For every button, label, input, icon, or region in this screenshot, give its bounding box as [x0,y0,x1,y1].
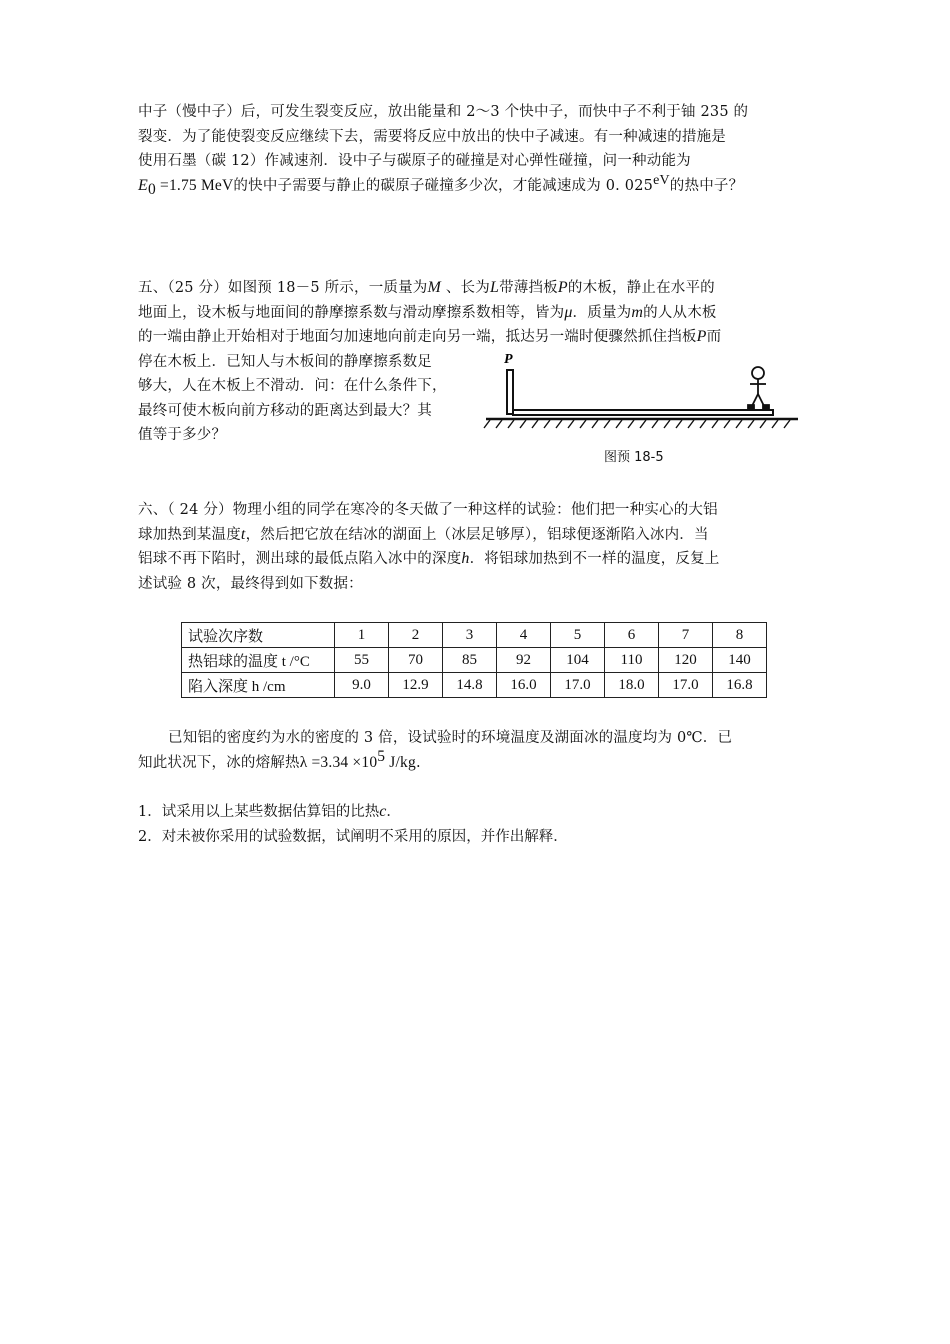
symbol-M: M [427,279,442,296]
q5-text-2: 带薄挡板 [499,280,558,296]
symbol-P-2: P [696,328,707,345]
table-cell: 16.8 [713,673,767,698]
q6-line-2a: 球加热到某温度 [138,526,241,543]
q5-float-line-3: 最终可使木板向前方移动的距离达到最大？其 [138,402,432,419]
table-cell: 85 [443,648,497,673]
q5-line-2a: 地面上，设木板与地面间的静摩擦系数与滑动摩擦系数相等，皆为 [138,304,565,321]
symbol-L: L [489,279,500,296]
given-data-paragraph [138,726,818,775]
table-cell: 5 [551,623,605,648]
person-figure [748,367,769,410]
q5-line-1 [138,276,818,301]
q5-float-line-1: 停在木板上．已知人与木板间的静摩擦系数足 [138,353,432,370]
q5-text-1: 、长为 [441,280,490,296]
q5-line-2b: ．质量为 [572,304,632,321]
formula-lambda-unit: J/kg [385,753,416,771]
intro-line-4-mid: 的快中子需要与静止的碳原子碰撞多少次，才能减速成为 0. 025 [233,177,654,194]
given-line-2b: . [415,754,421,771]
table-cell: 2 [389,623,443,648]
table-row-depth [182,673,767,698]
q6-line-4: 述试验 8 次，最终得到如下数据： [138,575,363,592]
table-cell: 1 [335,623,389,648]
sub-question-1-text: 1．试采用以上某些数据估算铝的比热 [138,804,380,820]
q5-line-3b: 而 [706,329,722,345]
row-label-temperature: 热铝球的温度 t /°C [182,648,335,673]
table-cell: 120 [659,648,713,673]
q5-float-line-4: 值等于多少？ [138,427,227,443]
symbol-t: t [240,525,246,543]
table-row-temperature [182,648,767,673]
q6-line-2 [138,523,818,548]
table-cell: 7 [659,623,713,648]
symbol-c: c [379,803,387,820]
ground-hatching [484,420,790,428]
formula-lambda: λ =3.34 ×10 [299,753,378,771]
sub-questions [138,800,568,849]
formula-lambda-exponent: 5 [377,747,386,765]
q5-line-3a: 的一端由静止开始相对于地面匀加速地向前走向另一端，抵达另一端时便骤然抓住挡板 [138,329,697,345]
figure-label-p: P [504,352,513,367]
q5-text-3: 的木板，静止在水平的 [567,280,715,296]
unit-ev: eV [653,172,670,188]
table-cell: 18.0 [605,673,659,698]
data-table [181,622,767,698]
sub-question-1 [138,800,568,825]
symbol-m: m [631,303,644,321]
plank [513,410,773,415]
table-cell: 4 [497,623,551,648]
table-cell: 92 [497,648,551,673]
q6-line-2b: ，然后把它放在结冰的湖面上（冰层足够厚），铝球便逐渐陷入冰内．当 [245,526,709,543]
formula-e0-symbol: E [138,176,148,194]
intro-line-2: 裂变．为了能使裂变反应继续下去，需要将反应中放出的快中子减速。有一种减速的措施是 [138,128,726,145]
table-cell: 3 [443,623,497,648]
q5-line-2c: 的人从木板 [643,304,717,321]
figure-caption: 图预 18-5 [604,450,664,465]
table-cell: 8 [713,623,767,648]
table-cell: 14.8 [443,673,497,698]
table-cell: 6 [605,623,659,648]
intro-line-4 [138,174,818,199]
q5-float-text [138,350,478,448]
sub-question-1-end: ． [386,804,401,820]
symbol-mu: μ [564,303,573,321]
q5-line-2 [138,301,818,326]
table-cell: 110 [605,648,659,673]
symbol-P: P [557,279,568,296]
row-label-trial: 试验次序数 [182,623,335,648]
intro-line-3: 使用石墨（碳 12）作减速剂．设中子与碳原子的碰撞是对心弹性碰撞，问一种动能为 [138,153,691,169]
barrier-p [507,370,513,414]
table-cell: 16.0 [497,673,551,698]
table-cell: 17.0 [551,673,605,698]
table-cell: 70 [389,648,443,673]
q5-head: 五、（25 分）如图预 18－5 所示，一质量为 [138,280,428,296]
intro-paragraph [138,100,818,198]
row-label-depth: 陷入深度 h /cm [182,673,335,698]
question-6 [138,498,818,596]
intro-line-4-end: 的热中子？ [669,177,744,194]
table-cell: 9.0 [335,673,389,698]
table-row-trial [182,623,767,648]
q5-line-3 [138,325,818,350]
table-cell: 12.9 [389,673,443,698]
given-line-1: 已知铝的密度约为水的密度的 3 倍，设试验时的环境温度及湖面冰的温度均为 0℃．已 [168,730,733,746]
sub-question-2: 2．对未被你采用的试验数据，试阐明不采用的原因，并作出解释． [138,828,568,845]
q6-line-3b: ．将铝球加热到不一样的温度，反复上 [469,551,720,567]
table-cell: 17.0 [659,673,713,698]
q5-float-line-2: 够大，人在木板上不滑动．问：在什么条件下， [138,378,447,394]
table-cell: 140 [713,648,767,673]
formula-e0-value: =1.75 MeV [155,176,234,194]
table-cell: 104 [551,648,605,673]
given-line-2 [138,747,818,776]
symbol-h: h [461,550,470,567]
table-cell: 55 [335,648,389,673]
intro-line-1: 中子（慢中子）后，可发生裂变反应，放出能量和 2～3 个快中子，而快中子不利于铀 235 的 [138,104,749,120]
q6-line-1: 六、（ 24 分）物理小组的同学在寒冷的冬天做了一种这样的试验：他们把一种实心的大铝 [138,502,718,518]
q6-line-3 [138,547,818,572]
formula-e0-subscript: 0 [147,180,156,198]
given-line-2a: 知此状况下，冰的熔解热 [138,754,300,771]
q6-line-3a: 铝球不再下陷时，测出球的最低点陷入冰中的深度 [138,551,462,567]
